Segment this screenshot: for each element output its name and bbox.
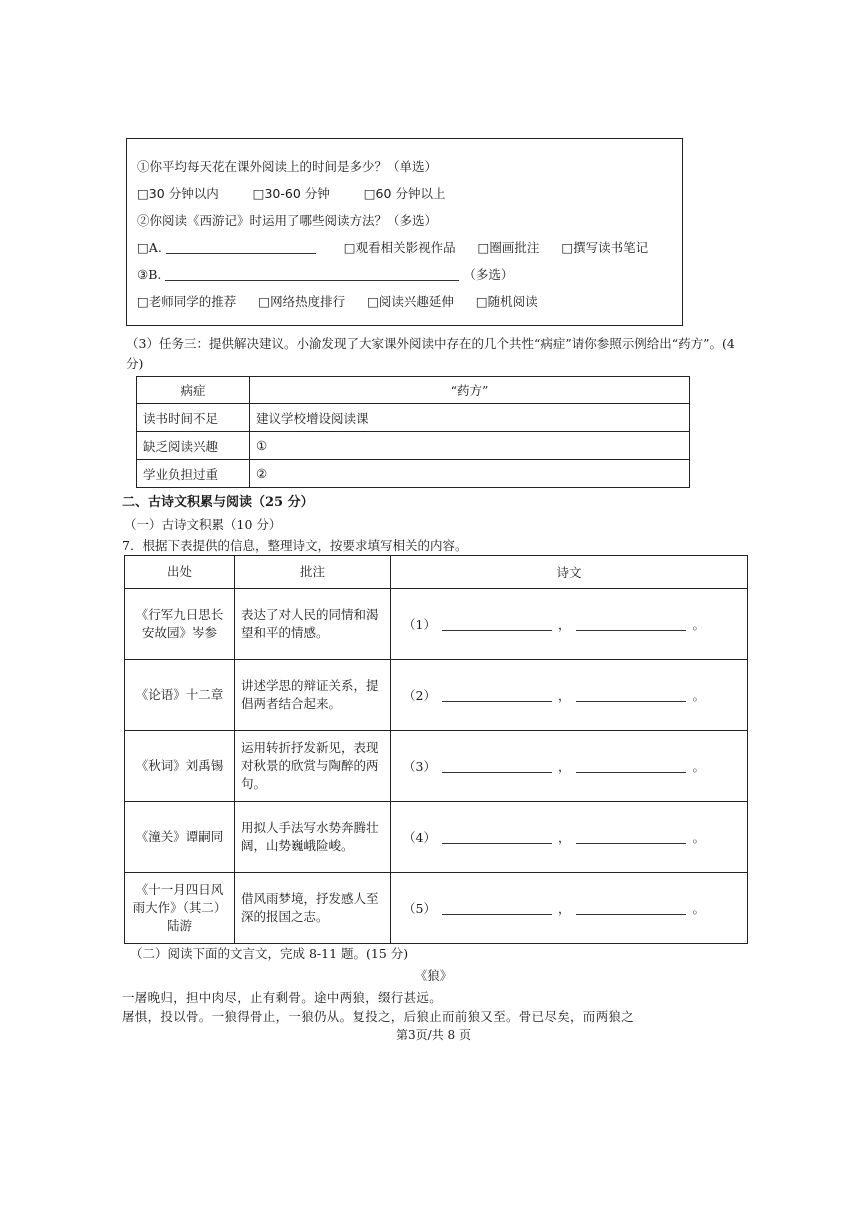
poem-comma: ，: [557, 759, 571, 774]
q1-option-3[interactable]: □60 分钟以上: [363, 186, 446, 201]
poem-source: 《行军九日思长安故园》岑参: [125, 589, 235, 660]
task3-text: （3）任务三：提供解决建议。小渝发现了大家课外阅读中存在的几个共性“病症”请你参照示例给出“药方”。(4 分): [126, 336, 735, 371]
rx-symptom: 学业负担过重: [137, 460, 250, 488]
prescription-table: [136, 376, 690, 488]
table-row: [137, 404, 690, 432]
rx-symptom: 读书时间不足: [137, 404, 250, 432]
q1-option-2[interactable]: □30-60 分钟: [252, 186, 330, 201]
q1-option-1[interactable]: □30 分钟以内: [137, 186, 219, 201]
poem-note: 借风雨梦境，抒发感人至深的报国之志。: [235, 873, 391, 944]
table-row: [125, 873, 748, 944]
poem-period: 。: [692, 830, 705, 845]
poem-header-note: 批注: [235, 556, 391, 589]
poem-period: 。: [692, 901, 705, 916]
poem-answer-blank[interactable]: [576, 616, 686, 631]
q2-option-3[interactable]: □撰写读书笔记: [561, 240, 649, 255]
poem-period: 。: [692, 617, 705, 632]
poem-period: 。: [692, 759, 705, 774]
poem-answer-number: （2）: [403, 688, 436, 703]
poem-source: 《论语》十二章: [125, 660, 235, 731]
rx-remedy-answer[interactable]: ①: [250, 432, 690, 460]
table-row: [125, 802, 748, 873]
table-row: [137, 460, 690, 488]
wolf-paragraph-2: 屠惧，投以骨。一狼得骨止，一狼仍从。复投之，后狼止而前狼又至。骨已尽矣，而两狼之: [122, 1009, 635, 1024]
poem-answer: [391, 660, 748, 731]
q3-option-1[interactable]: □老师同学的推荐: [137, 294, 237, 309]
table-row: [125, 660, 748, 731]
poem-answer: [391, 589, 748, 660]
rx-remedy-answer[interactable]: ②: [250, 460, 690, 488]
poem-answer-number: （5）: [403, 901, 436, 916]
poem-answer-blank[interactable]: [442, 687, 552, 702]
survey-q1: ①你平均每天花在课外阅读上的时间是多少？（单选）: [137, 159, 438, 174]
poem-answer: [391, 802, 748, 873]
poem-comma: ，: [557, 830, 571, 845]
q3-prefix: ③B.: [137, 267, 162, 282]
page-footer: 第3页/共 8 页: [396, 1028, 471, 1042]
poem-answer-blank[interactable]: [576, 900, 686, 915]
rx-symptom: 缺乏阅读兴趣: [137, 432, 250, 460]
rx-remedy: 建议学校增设阅读课: [250, 404, 690, 432]
survey-q1-options: [137, 180, 672, 207]
poem-answer-blank[interactable]: [442, 758, 552, 773]
survey-q3: [137, 261, 672, 288]
poem-answer-blank[interactable]: [442, 900, 552, 915]
rx-header-remedy: “药方”: [250, 377, 690, 404]
poem-source: 《潼关》谭嗣同: [125, 802, 235, 873]
survey-q2: ②你阅读《西游记》时运用了哪些阅读方法？（多选）: [137, 213, 438, 228]
poem-answer: [391, 873, 748, 944]
poem-answer-blank[interactable]: [576, 687, 686, 702]
wolf-title: 《狼》: [414, 968, 453, 983]
survey-q2-options: [137, 234, 672, 261]
q2-option-1[interactable]: □观看相关影视作品: [343, 240, 456, 255]
poem-period: 。: [692, 688, 705, 703]
q2-option-2[interactable]: □圈画批注: [477, 240, 540, 255]
survey-q3-options: [137, 288, 672, 315]
poem-answer-blank[interactable]: [576, 829, 686, 844]
poem-comma: ，: [557, 901, 571, 916]
poem-header-text: 诗文: [391, 556, 748, 589]
q3-suffix: （多选）: [463, 267, 514, 282]
q3-blank[interactable]: [165, 266, 459, 281]
rx-header-symptom: 病症: [137, 377, 250, 404]
q3-option-3[interactable]: □阅读兴趣延伸: [367, 294, 454, 309]
poem-answer-blank[interactable]: [442, 829, 552, 844]
poem-answer: [391, 731, 748, 802]
poem-source: 《十一月四日风雨大作》（其二）陆游: [125, 873, 235, 944]
poem-note: 用拟人手法写水势奔腾壮阔，山势巍峨险峻。: [235, 802, 391, 873]
poem-answer-number: （1）: [403, 617, 436, 632]
poem-answer-blank[interactable]: [576, 758, 686, 773]
poem-source: 《秋词》刘禹锡: [125, 731, 235, 802]
poem-note: 表达了对人民的同情和渴望和平的情感。: [235, 589, 391, 660]
section-2-1-title: （一）古诗文积累（10 分）: [124, 517, 282, 532]
question-7: 7．根据下表提供的信息，整理诗文，按要求填写相关的内容。: [122, 538, 468, 553]
q3-option-4[interactable]: □随机阅读: [475, 294, 538, 309]
q2-option-a-label[interactable]: □A.: [137, 240, 162, 255]
section-2-2-title: （二）阅读下面的文言文，完成 8-11 题。(15 分): [130, 946, 409, 961]
poem-answer-number: （3）: [403, 759, 436, 774]
poem-header-source: 出处: [125, 556, 235, 589]
poem-answer-blank[interactable]: [442, 616, 552, 631]
poem-table: [124, 555, 748, 944]
table-row: [137, 432, 690, 460]
poem-answer-number: （4）: [403, 830, 436, 845]
poem-comma: ，: [557, 617, 571, 632]
table-row: [125, 731, 748, 802]
q3-option-2[interactable]: □网络热度排行: [258, 294, 346, 309]
table-row: [125, 589, 748, 660]
poem-note: 讲述学思的辩证关系，提倡两者结合起来。: [235, 660, 391, 731]
poem-comma: ，: [557, 688, 571, 703]
section-2-title: 二、古诗文积累与阅读（25 分）: [122, 495, 314, 510]
q2-option-a-blank[interactable]: [166, 239, 316, 254]
wolf-paragraph-1: 一屠晚归，担中肉尽，止有剩骨。途中两狼，缀行甚远。: [122, 990, 443, 1005]
poem-note: 运用转折抒发新见，表现对秋景的欣赏与陶醉的两句。: [235, 731, 391, 802]
survey-box: [126, 138, 683, 326]
